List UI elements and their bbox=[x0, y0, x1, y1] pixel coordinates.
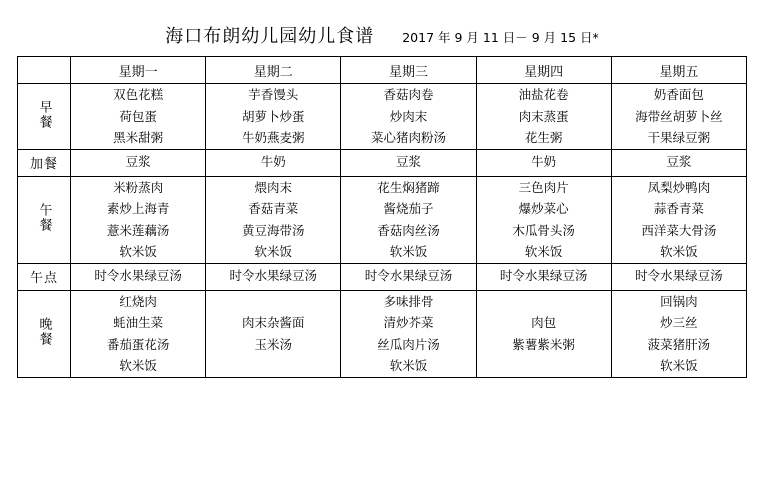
meal-cell-afternoon-snack-thursday bbox=[476, 263, 611, 290]
table-row-breakfast bbox=[18, 84, 747, 150]
menu-item: 素炒上海青 bbox=[106, 201, 170, 216]
table-row-morning-snack bbox=[18, 149, 747, 176]
menu-item: 酱烧茄子 bbox=[383, 201, 434, 216]
menu-item: 薏米莲藕汤 bbox=[106, 222, 170, 238]
menu-item: 牛奶燕麦粥 bbox=[242, 130, 305, 145]
meal-cell-morning-snack-thursday bbox=[476, 149, 611, 176]
menu-item: 炒肉末 bbox=[389, 108, 428, 124]
menu-item: 软米饭 bbox=[254, 244, 293, 259]
menu-item: 牛奶 bbox=[531, 154, 557, 170]
menu-item: 木瓜骨头汤 bbox=[512, 222, 575, 238]
menu-item: 时令水果绿豆汤 bbox=[499, 268, 588, 284]
menu-item: 干果绿豆粥 bbox=[647, 130, 711, 145]
meal-cell-breakfast-thursday bbox=[476, 84, 611, 150]
meal-cell-breakfast-friday bbox=[611, 84, 746, 150]
menu-item: 油盐花卷 bbox=[518, 87, 569, 102]
menu-item: 花生焖猪蹄 bbox=[377, 179, 440, 195]
meal-cell-lunch-friday bbox=[611, 176, 746, 263]
meal-cell-dinner-monday bbox=[71, 290, 206, 377]
menu-item: 软米饭 bbox=[389, 244, 428, 259]
menu-item: 清炒芥菜 bbox=[383, 315, 434, 330]
menu-item: 回锅肉 bbox=[660, 293, 698, 309]
meal-cell-lunch-monday bbox=[71, 176, 206, 263]
meal-cell-dinner-friday bbox=[611, 290, 746, 377]
menu-item: 番茄蛋花汤 bbox=[106, 336, 170, 352]
page-title: 海口布朗幼儿园幼儿食谱 bbox=[165, 26, 375, 47]
row-label-morning-snack bbox=[18, 149, 71, 176]
menu-item: 炒三丝 bbox=[660, 315, 698, 330]
meal-cell-lunch-tuesday bbox=[206, 176, 341, 263]
column-header-monday: 星期一 bbox=[71, 57, 206, 84]
meal-cell-dinner-tuesday bbox=[206, 290, 341, 377]
menu-item: 肉包 bbox=[531, 315, 557, 330]
menu-item: 肉末杂酱面 bbox=[242, 315, 305, 330]
row-label-dinner bbox=[18, 290, 71, 377]
menu-item: 爆炒菜心 bbox=[518, 201, 569, 216]
weekly-menu-table bbox=[17, 56, 747, 378]
menu-item: 豆浆 bbox=[666, 154, 692, 170]
menu-item: 肉末蒸蛋 bbox=[518, 108, 569, 124]
meal-cell-morning-snack-friday bbox=[611, 149, 746, 176]
corner-cell bbox=[18, 57, 71, 84]
menu-item: 时令水果绿豆汤 bbox=[364, 268, 453, 284]
row-label-morning-snack-text: 加餐 bbox=[29, 157, 58, 172]
menu-item: 黑米甜粥 bbox=[113, 130, 164, 145]
menu-item: 红烧肉 bbox=[119, 293, 157, 309]
meal-cell-morning-snack-tuesday bbox=[206, 149, 341, 176]
table-row-afternoon-snack bbox=[18, 263, 747, 290]
menu-item: 软米饭 bbox=[119, 358, 157, 373]
menu-item: 奶香面包 bbox=[653, 87, 704, 102]
column-header-tuesday: 星期二 bbox=[206, 57, 341, 84]
menu-item: 胡萝卜炒蛋 bbox=[242, 108, 305, 124]
menu-item: 多味排骨 bbox=[383, 293, 434, 309]
menu-item: 蚝油生菜 bbox=[113, 315, 164, 330]
row-label-lunch-text: 午餐 bbox=[36, 203, 52, 233]
meal-cell-afternoon-snack-wednesday bbox=[341, 263, 476, 290]
menu-item: 香菇肉丝汤 bbox=[377, 222, 440, 238]
table-row-lunch bbox=[18, 176, 747, 263]
menu-item: 黄豆海带汤 bbox=[242, 222, 305, 238]
menu-item: 软米饭 bbox=[660, 244, 698, 259]
menu-item: 香菇青菜 bbox=[248, 201, 299, 216]
meal-cell-afternoon-snack-friday bbox=[611, 263, 746, 290]
menu-item: 豆浆 bbox=[395, 154, 421, 170]
meal-cell-breakfast-monday bbox=[71, 84, 206, 150]
menu-item: 西洋菜大骨汤 bbox=[641, 222, 717, 238]
row-label-breakfast-text: 早餐 bbox=[36, 99, 52, 130]
document-header bbox=[0, 0, 764, 56]
table-row-dinner bbox=[18, 290, 747, 377]
menu-item: 菠菜猪肝汤 bbox=[647, 336, 711, 352]
row-label-breakfast bbox=[18, 84, 71, 150]
menu-item: 煨肉末 bbox=[254, 179, 293, 195]
table-header-row bbox=[18, 57, 747, 84]
meal-cell-morning-snack-wednesday bbox=[341, 149, 476, 176]
menu-item: 香菇肉卷 bbox=[383, 87, 434, 102]
menu-item: 海带丝胡萝卜丝 bbox=[635, 108, 723, 124]
menu-item: 丝瓜肉片汤 bbox=[377, 336, 440, 352]
menu-item: 双色花糕 bbox=[113, 87, 164, 102]
column-header-wednesday: 星期三 bbox=[341, 57, 476, 84]
meal-cell-breakfast-tuesday bbox=[206, 84, 341, 150]
row-label-afternoon-snack-text: 午点 bbox=[29, 271, 58, 286]
menu-item: 软米饭 bbox=[660, 358, 698, 373]
table-body bbox=[18, 84, 747, 378]
meal-cell-breakfast-wednesday bbox=[341, 84, 476, 150]
column-header-friday: 星期五 bbox=[611, 57, 746, 84]
meal-cell-morning-snack-monday bbox=[71, 149, 206, 176]
row-label-dinner-text: 晚餐 bbox=[36, 317, 52, 347]
menu-item: 软米饭 bbox=[119, 244, 157, 259]
menu-item: 软米饭 bbox=[524, 244, 563, 259]
menu-item: 紫薯紫米粥 bbox=[512, 336, 575, 352]
meal-cell-afternoon-snack-monday bbox=[71, 263, 206, 290]
menu-item: 菜心猪肉粉汤 bbox=[370, 130, 446, 145]
date-range: 2017 年 9 月 11 日－ 9 月 15 日* bbox=[402, 30, 599, 45]
menu-item: 芋香馒头 bbox=[248, 87, 299, 102]
meal-cell-lunch-wednesday bbox=[341, 176, 476, 263]
row-label-lunch bbox=[18, 176, 71, 263]
meal-cell-lunch-thursday bbox=[476, 176, 611, 263]
meal-cell-afternoon-snack-tuesday bbox=[206, 263, 341, 290]
menu-item: 蒜香青菜 bbox=[653, 201, 704, 216]
column-header-thursday: 星期四 bbox=[476, 57, 611, 84]
menu-item: 玉米汤 bbox=[254, 336, 293, 352]
meal-cell-dinner-thursday bbox=[476, 290, 611, 377]
menu-item: 时令水果绿豆汤 bbox=[635, 268, 723, 284]
menu-item: 豆浆 bbox=[125, 154, 151, 170]
menu-item: 三色肉片 bbox=[518, 179, 569, 195]
menu-item: 软米饭 bbox=[389, 358, 428, 373]
menu-item: 荷包蛋 bbox=[119, 108, 157, 124]
menu-item: 花生粥 bbox=[524, 130, 563, 145]
menu-item: 牛奶 bbox=[260, 154, 286, 170]
menu-item: 时令水果绿豆汤 bbox=[94, 268, 182, 284]
row-label-afternoon-snack bbox=[18, 263, 71, 290]
menu-item: 米粉蒸肉 bbox=[113, 179, 164, 195]
menu-item: 时令水果绿豆汤 bbox=[229, 268, 318, 284]
menu-item: 凤梨炒鸭肉 bbox=[647, 179, 711, 195]
meal-cell-dinner-wednesday bbox=[341, 290, 476, 377]
